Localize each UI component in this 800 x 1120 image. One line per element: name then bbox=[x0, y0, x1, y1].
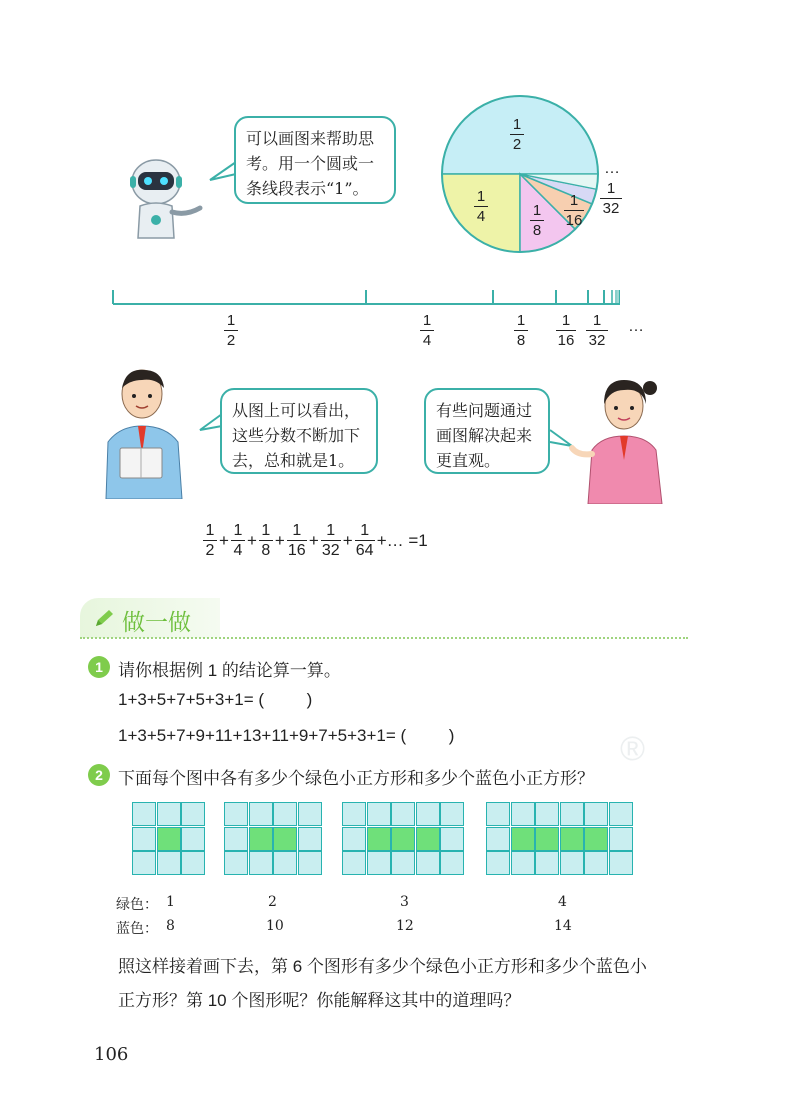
exercise-1-line-1: 1+3+5+7+5+3+1= ( ) bbox=[118, 690, 313, 709]
blue-square bbox=[609, 802, 633, 826]
blue-square bbox=[298, 827, 322, 851]
blue-square bbox=[560, 851, 584, 875]
blue-square bbox=[249, 802, 273, 826]
green-square bbox=[273, 827, 297, 851]
blue-label: 蓝色： bbox=[116, 921, 158, 937]
blue-square bbox=[535, 802, 559, 826]
segment-label-1-8: 1 8 bbox=[514, 312, 528, 349]
blue-square bbox=[609, 851, 633, 875]
blue-square bbox=[132, 802, 156, 826]
pie-label-1-2: 1 2 bbox=[510, 116, 524, 153]
boy-speech-bubble bbox=[220, 388, 378, 474]
blue-square bbox=[560, 802, 584, 826]
blue-square bbox=[511, 851, 535, 875]
green-count-4: 4 bbox=[558, 894, 567, 910]
equation-tail: +… =1 bbox=[376, 530, 428, 550]
blue-square bbox=[486, 851, 510, 875]
blue-square bbox=[342, 802, 366, 826]
blue-square bbox=[224, 802, 248, 826]
green-square bbox=[535, 827, 559, 851]
blue-square bbox=[273, 851, 297, 875]
blue-square bbox=[132, 851, 156, 875]
exercise-1-line-2: 1+3+5+7+9+11+13+11+9+7+5+3+1= ( ) bbox=[118, 726, 455, 745]
pie-ellipsis: … bbox=[604, 160, 620, 177]
green-count-1: 1 bbox=[166, 894, 175, 910]
grid-figure-1 bbox=[132, 802, 206, 876]
blue-square bbox=[391, 802, 415, 826]
boy-illustration bbox=[96, 364, 196, 499]
exercise-2-prompt: 下面每个图中各有多少个绿色小正方形和多少个蓝色小正方形？ bbox=[118, 769, 594, 788]
exercise-1-prompt: 请你根据例 1 的结论算一算。 bbox=[118, 661, 341, 680]
blue-square bbox=[273, 802, 297, 826]
green-square bbox=[249, 827, 273, 851]
fraction-line-segment bbox=[108, 282, 628, 312]
section-divider bbox=[80, 637, 688, 639]
blue-square bbox=[391, 851, 415, 875]
blue-square bbox=[440, 827, 464, 851]
blue-square bbox=[486, 827, 510, 851]
segment-ellipsis: … bbox=[628, 318, 644, 335]
pencil-icon bbox=[92, 608, 116, 630]
pie-label-1-4: 1 4 bbox=[474, 188, 488, 225]
green-label: 绿色： bbox=[116, 897, 158, 913]
blue-count-4: 14 bbox=[554, 918, 572, 934]
plus-sign: + bbox=[246, 530, 257, 550]
plus-sign: + bbox=[274, 530, 285, 550]
blue-square bbox=[224, 827, 248, 851]
blue-square bbox=[181, 802, 205, 826]
blue-square bbox=[584, 802, 608, 826]
green-square bbox=[391, 827, 415, 851]
blue-count-1: 8 bbox=[166, 918, 175, 934]
blue-square bbox=[511, 802, 535, 826]
equation-term-1-16: $\frac{1}{16}$ bbox=[287, 522, 306, 560]
blue-square bbox=[367, 802, 391, 826]
robot-speech-bubble bbox=[234, 116, 396, 204]
blue-square bbox=[342, 851, 366, 875]
girl-illustration bbox=[568, 374, 672, 504]
exercise-2-question-line-1: 照这样接着画下去，第 6 个图形有多少个绿色小正方形和多少个蓝色小 bbox=[118, 957, 647, 976]
blue-square bbox=[157, 802, 181, 826]
blue-square bbox=[342, 827, 366, 851]
blue-square bbox=[298, 851, 322, 875]
exercise-2-number: 2 bbox=[88, 764, 110, 786]
equation-term-1-64: $\frac{1}{64}$ bbox=[355, 522, 374, 560]
grid-figure-2 bbox=[224, 802, 322, 876]
plus-sign: + bbox=[342, 530, 353, 550]
pie-label-1-8: 1 8 bbox=[530, 202, 544, 239]
green-count-2: 2 bbox=[268, 894, 277, 910]
plus-sign: + bbox=[308, 530, 319, 550]
equation-term-1-32: $\frac{1}{32}$ bbox=[321, 522, 340, 560]
equation-term-1-8: $\frac{1}{8}$ bbox=[259, 522, 273, 559]
green-square bbox=[157, 827, 181, 851]
blue-square bbox=[584, 851, 608, 875]
green-count-3: 3 bbox=[400, 894, 409, 910]
watermark-registered-mark: ® bbox=[620, 730, 646, 768]
exercise-1-number: 1 bbox=[88, 656, 110, 678]
blue-square bbox=[181, 827, 205, 851]
blue-square bbox=[249, 851, 273, 875]
pie-label-1-32: 1 32 bbox=[600, 180, 622, 217]
segment-label-1-16: 1 16 bbox=[557, 312, 575, 350]
green-square bbox=[584, 827, 608, 851]
plus-sign: + bbox=[219, 530, 229, 550]
blue-square bbox=[367, 851, 391, 875]
blue-count-3: 12 bbox=[396, 918, 414, 934]
robot-speech-text: 可以画图来帮助思考。用一个圆或一条线段表示“1”。 bbox=[246, 129, 375, 198]
robot-illustration bbox=[128, 150, 208, 240]
blue-square bbox=[416, 802, 440, 826]
green-square bbox=[367, 827, 391, 851]
boy-speech-text: 从图上可以看出，这些分数不断加下去，总和就是1。 bbox=[232, 401, 361, 470]
segment-label-1-32: 1 32 bbox=[586, 312, 608, 349]
blue-square bbox=[181, 851, 205, 875]
segment-label-1-2: 1 2 bbox=[224, 312, 238, 349]
green-square bbox=[416, 827, 440, 851]
section-title: 做一做 bbox=[122, 610, 191, 636]
blue-square bbox=[157, 851, 181, 875]
green-square bbox=[511, 827, 535, 851]
blue-square bbox=[486, 802, 510, 826]
grid-figure-4 bbox=[486, 802, 632, 876]
blue-square bbox=[416, 851, 440, 875]
blue-square bbox=[440, 851, 464, 875]
pie-label-1-16: 1 16 bbox=[565, 192, 583, 230]
segment-label-1-4: 1 4 bbox=[420, 312, 434, 349]
blue-square bbox=[224, 851, 248, 875]
blue-square bbox=[132, 827, 156, 851]
series-equation bbox=[202, 522, 429, 559]
equation-term-1-4: $\frac{1}{4}$ bbox=[231, 522, 245, 559]
blue-square bbox=[535, 851, 559, 875]
exercise-2-question-line-2: 正方形？第 10 个图形呢？你能解释这其中的道理吗？ bbox=[118, 991, 521, 1010]
blue-square bbox=[298, 802, 322, 826]
blue-count-2: 10 bbox=[266, 918, 284, 934]
blue-square bbox=[609, 827, 633, 851]
green-square bbox=[560, 827, 584, 851]
page-number: 106 bbox=[94, 1044, 129, 1065]
grid-figure-3 bbox=[342, 802, 464, 876]
blue-square bbox=[440, 802, 464, 826]
equation-term-1-2: $\frac{1}{2}$ bbox=[203, 522, 217, 559]
girl-speech-bubble bbox=[424, 388, 550, 474]
girl-speech-text: 有些问题通过画图解决起来更直观。 bbox=[436, 401, 533, 470]
